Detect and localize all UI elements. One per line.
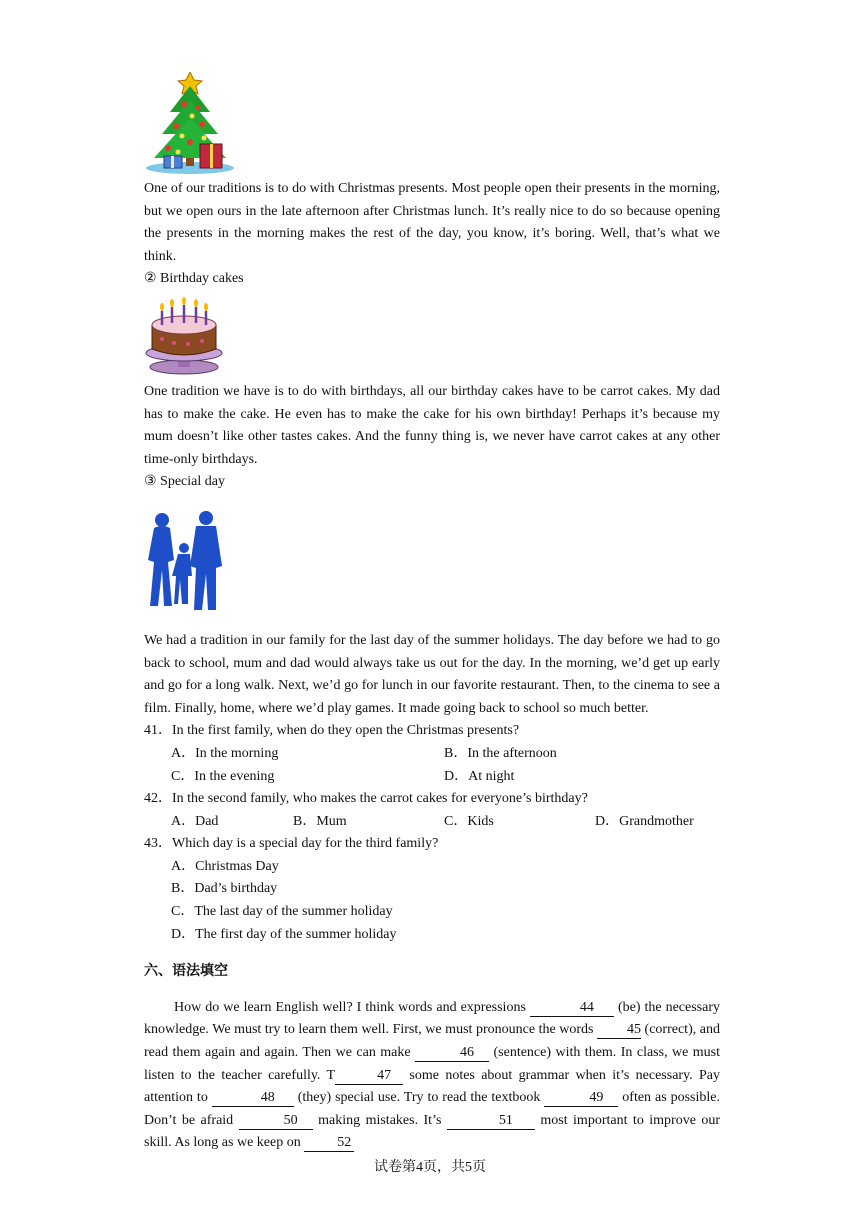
blank-45[interactable]: 45 bbox=[597, 1022, 641, 1039]
q41-option-b[interactable]: B．In the afternoon bbox=[444, 745, 557, 761]
q43-option-d[interactable]: D．The first day of the summer holiday bbox=[171, 926, 397, 942]
blank-50[interactable]: 50 bbox=[239, 1113, 313, 1130]
q43-option-c[interactable]: C．The last day of the summer holiday bbox=[171, 904, 393, 920]
q41-option-c[interactable]: C．In the evening bbox=[171, 768, 275, 784]
q42-option-d[interactable]: D．Grandmother bbox=[595, 813, 694, 829]
passage-text: often as possible. Don’t be afraid bbox=[144, 1090, 720, 1128]
q43-option-a-row bbox=[144, 856, 720, 879]
question-41-options-row2 bbox=[144, 766, 720, 789]
question-42-options bbox=[144, 811, 720, 834]
passage-text: (correct), and read them again and again. Then we can make bbox=[144, 1022, 720, 1061]
blank-48[interactable]: 48 bbox=[212, 1090, 294, 1107]
q43-option-d-row bbox=[144, 924, 720, 947]
q43-option-b[interactable]: B．Dad’s birthday bbox=[171, 881, 278, 897]
q43-option-a[interactable]: A．Christmas Day bbox=[171, 858, 279, 874]
question-42: 42．In the second family, who makes the carrot cakes for everyone’s birthday? bbox=[144, 791, 588, 807]
q42-option-a[interactable]: A．Dad bbox=[171, 813, 219, 829]
tradition1-paragraph: One of our traditions is to do with Christmas presents. Most people open their presents in the morning, but we open ours in the late afternoon after Christmas lunch. It’s really nice to do so because opening the presents in the morning makes the rest of the day, you know, it’s boring. Well, that’s what we think. bbox=[144, 181, 720, 264]
blank-46[interactable]: 46 bbox=[415, 1045, 489, 1062]
tradition2-paragraph: One tradition we have is to do with birthdays, all our birthday cakes have to be carrot cakes. My dad has to make the cake. He even has to make the cake for his own birthday! Perhaps it’s because my mum doesn’t like other tastes cakes. And the funny thing is, we never have carrot cakes at any other time-only birthdays. bbox=[144, 383, 720, 467]
q43-option-b-row bbox=[144, 878, 720, 901]
blank-47[interactable]: 47 bbox=[335, 1068, 403, 1085]
family-silhouette-icon bbox=[144, 510, 228, 614]
tradition3-heading: ③ Special day bbox=[144, 474, 225, 490]
passage-text: (be) the necessary knowledge. We must try to learn them well. First, we must pronounce the words bbox=[144, 999, 721, 1038]
section-6-passage bbox=[144, 997, 720, 1155]
q42-option-b[interactable]: B．Mum bbox=[293, 813, 347, 829]
birthday-cake-icon bbox=[144, 295, 224, 377]
blank-51[interactable]: 51 bbox=[447, 1113, 535, 1130]
tradition3-paragraph: We had a tradition in our family for the last day of the summer holidays. The day before we had to go back to school, mum and dad would always take us out for the day. In the morning, we’d get up early and go for a long walk. Next, we’d go for lunch in our favorite restaurant. Then, to the cinema to see a film. Finally, home, where we’d play games. It made going back to school so much better. bbox=[144, 632, 720, 716]
question-43: 43．Which day is a special day for the third family? bbox=[144, 836, 439, 852]
page-footer: 试卷第4页，共5页 bbox=[374, 1160, 486, 1175]
page-content bbox=[144, 0, 720, 1155]
passage-text: some notes about grammar when it’s necessary. Pay attention to bbox=[144, 1067, 720, 1106]
passage-text: (they) special use. Try to read the textbook bbox=[297, 1090, 541, 1106]
blank-52[interactable]: 52 bbox=[304, 1135, 354, 1152]
q41-option-a[interactable]: A．In the morning bbox=[171, 745, 279, 761]
q43-option-c-row bbox=[144, 901, 720, 924]
section-6-title: 六、语法填空 bbox=[144, 963, 228, 980]
passage-text: How do we learn English well? I think words and expressions bbox=[174, 999, 526, 1015]
christmas-tree-icon bbox=[144, 72, 236, 176]
tradition2-heading: ② Birthday cakes bbox=[144, 271, 244, 287]
question-41: 41．In the first family, when do they open the Christmas presents? bbox=[144, 723, 520, 739]
blank-49[interactable]: 49 bbox=[544, 1090, 618, 1107]
passage-text: (sentence) with them. In class, we must listen to the teacher carefully. T bbox=[144, 1045, 721, 1083]
passage-text: making mistakes. It’s bbox=[318, 1112, 442, 1128]
q41-option-d[interactable]: D．At night bbox=[444, 768, 515, 784]
passage-text: most important to improve our skill. As long as we keep on bbox=[144, 1112, 721, 1151]
question-41-options-row1 bbox=[144, 743, 720, 766]
q42-option-c[interactable]: C．Kids bbox=[444, 813, 494, 829]
blank-44[interactable]: 44 bbox=[530, 1000, 614, 1017]
